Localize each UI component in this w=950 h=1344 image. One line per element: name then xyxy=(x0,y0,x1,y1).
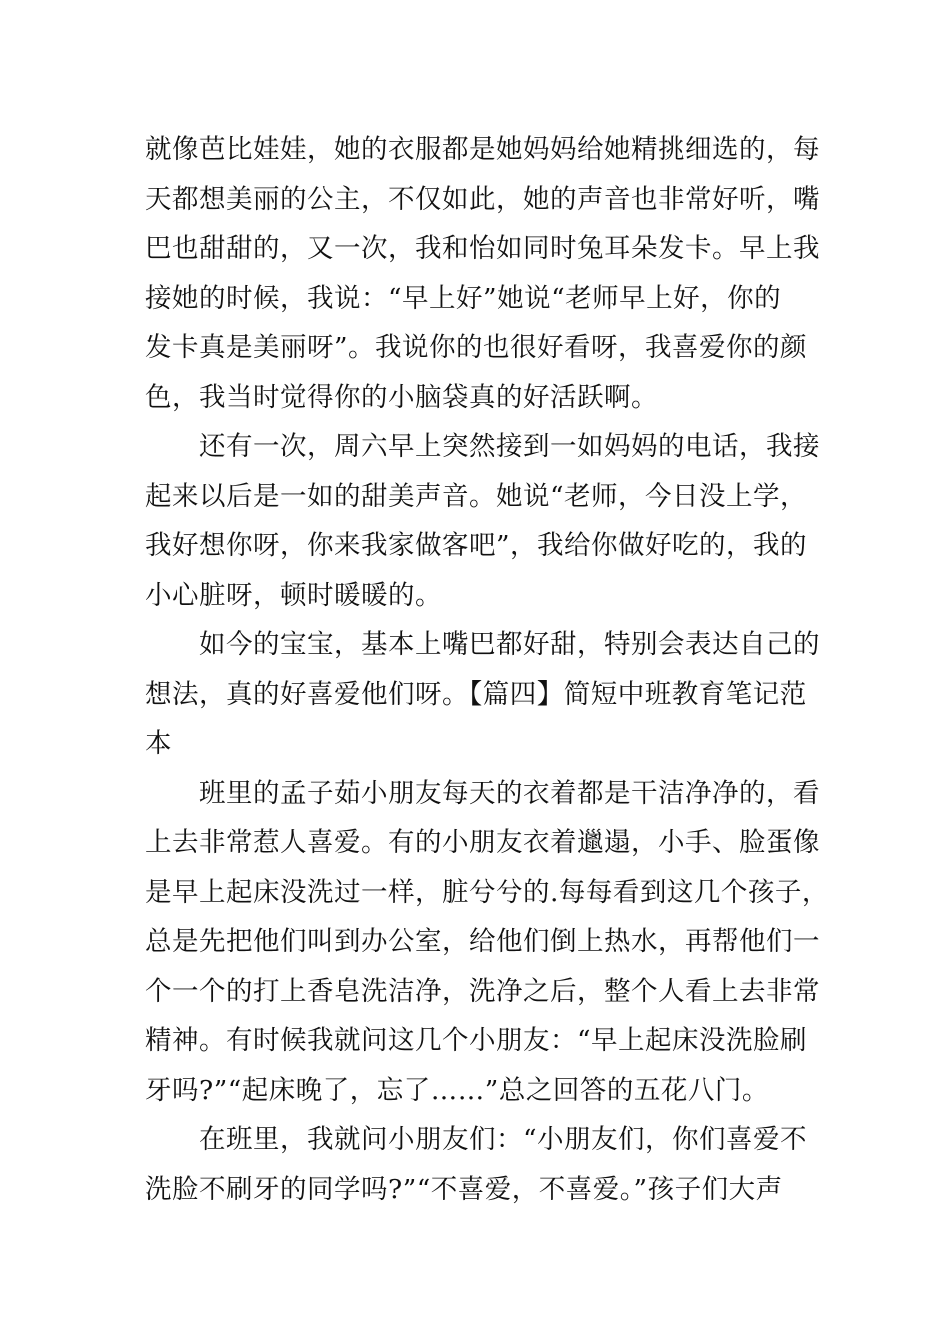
text-line: 牙吗?”“起床晚了，忘了……”总之回答的五花八门。 xyxy=(145,1074,769,1106)
text-line: 起来以后是一如的甜美声音。她说“老师，今日没上学， xyxy=(145,480,808,512)
text-line: 个一个的打上香皂洗洁净，洗净之后，整个人看上去非常 xyxy=(145,975,820,1007)
text-line: 本 xyxy=(145,728,172,759)
text-line: 想法，真的好喜爱他们呀。【篇四】简短中班教育笔记范 xyxy=(145,678,807,710)
text-line: 天都想美丽的公主，不仅如此，她的声音也非常好听，嘴 xyxy=(145,183,820,215)
text-line: 巴也甜甜的，又一次，我和怡如同时兔耳朵发卡。早上我 xyxy=(145,233,820,264)
document-body xyxy=(145,125,829,1214)
text-line: 小心脏呀，顿时暖暖的。 xyxy=(145,579,442,611)
text-line: 洗脸不刷牙的同学吗?”“不喜爱，不喜爱。”孩子们大声 xyxy=(145,1173,783,1205)
text-line: 如今的宝宝，基本上嘴巴都好甜，特别会表达自己的 xyxy=(199,629,820,660)
text-line: 还有一次，周六早上突然接到一如妈妈的电话，我接 xyxy=(199,431,820,462)
text-line: 接她的时候，我说：“早上好”她说“老师早上好，你的 xyxy=(145,282,782,314)
text-line: 发卡真是美丽呀”。我说你的也很好看呀，我喜爱你的颜 xyxy=(145,332,808,363)
text-line: 我好想你呀，你来我家做客吧”，我给你做好吃的，我的 xyxy=(145,530,808,561)
text-line: 在班里，我就问小朋友们：“小朋友们，你们喜爱不 xyxy=(199,1124,808,1155)
text-line: 是早上起床没洗过一样，脏兮兮的.每每看到这几个孩子， xyxy=(145,876,829,908)
text-line: 精神。有时候我就问这几个小朋友：“早上起床没洗脸刷 xyxy=(145,1025,808,1056)
text-line: 班里的孟子茹小朋友每天的衣着都是干洁净净的，看 xyxy=(199,777,820,809)
text-line: 上去非常惹人喜爱。有的小朋友衣着邋遢，小手、脸蛋像 xyxy=(145,827,820,858)
text-line: 就像芭比娃娃，她的衣服都是她妈妈给她精挑细选的，每 xyxy=(145,134,820,165)
text-line: 色，我当时觉得你的小脑袋真的好活跃啊。 xyxy=(145,381,658,413)
text-line: 总是先把他们叫到办公室，给他们倒上热水，再帮他们一 xyxy=(145,926,820,957)
